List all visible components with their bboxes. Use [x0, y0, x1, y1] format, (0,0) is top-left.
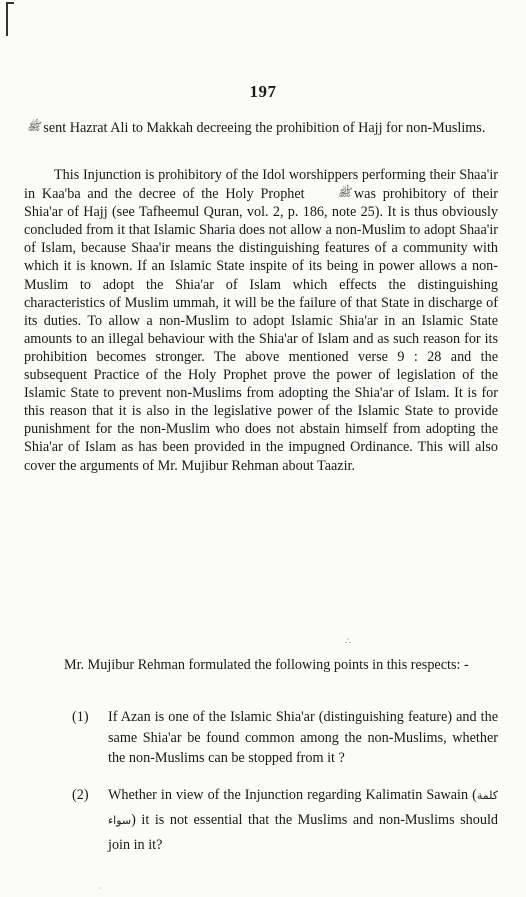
binding-edge-mark [6, 2, 14, 36]
point-text-b: ) it is not essential that the Muslims and non-Muslims should join in it? [108, 811, 498, 853]
list-item [24, 707, 498, 769]
paragraph-2-text-b: was prohibitory of their Shia'ar of Hajj (see Tafheemul Quran, vol. 2, p. 186, note 25). It is thus obviously concluded from it that Islamic Sharia does not allow a non-Muslim to adopt Shaa'ir of Islam, because Shaa'ir means the distinguishing features of a community with which it is known. If an Islamic State inspite of its being in power allows a non-Muslim to adopt the Shia'ar of Islam which effects the distinguishing characteristics of Muslim ummah, it will be the failure of that State in discharge of its duties. To allow a non-Muslim to adopt Islamic Shia'ar in an Islamic State amounts to an illegal behaviour with the Shia'ar of Islam and as such reason for its prohibition becomes stronger. The above mentioned verse 9 : 28 and the subsequent Practice of the Holy Prophet prove the power of legislation of the Islamic State to prevent non-Muslims from adopting the Shia'ar of Islam. It is for this reason that it is also in the legislative power of the Islamic State to provide punishment for the non-Muslim who does not abstain himself from adopting the Shia'ar of Islam as has been provided in the impugned Ordinance. This will also cover the arguments of Mr. Mujibur Rehman about Taazir. [24, 186, 499, 474]
paragraph-2 [24, 166, 498, 475]
paragraph-1-text: sent Hazrat Ali to Makkah decreeing the prohibition of Hajj for non-Muslims. [43, 120, 486, 136]
points-list [24, 707, 498, 857]
paragraph-1 [24, 118, 498, 137]
point-text: If Azan is one of the Islamic Shia'ar (distinguishing feature) and the same Shia'ar be found common among the non-Muslims, whether the non-Muslims can be stopped from it ? [108, 709, 498, 766]
honorific-glyph: ﷺ [27, 120, 41, 133]
list-item [24, 783, 498, 857]
print-speck: · [98, 884, 101, 893]
point-text [108, 783, 498, 857]
point-text-a: Whether in view of the Injunction regarding Kalimatin Sawain ( [108, 786, 477, 803]
paragraph-2-text-a: This Injunction is prohibitory of the Idol worshippers performing their Shaa'ir in Kaa'ba and the decree of the Holy Prophet [24, 167, 498, 203]
arabic-phrase: كلمة سواء [108, 788, 498, 827]
print-speck: ∴ [345, 636, 351, 646]
paragraph-3: Mr. Mujibur Rehman formulated the following points in this respects: - [64, 657, 469, 673]
point-number: (2) [72, 786, 89, 803]
point-number: (1) [72, 709, 89, 725]
page-number: 197 [249, 82, 277, 101]
honorific-glyph: ﷺ [337, 186, 351, 200]
